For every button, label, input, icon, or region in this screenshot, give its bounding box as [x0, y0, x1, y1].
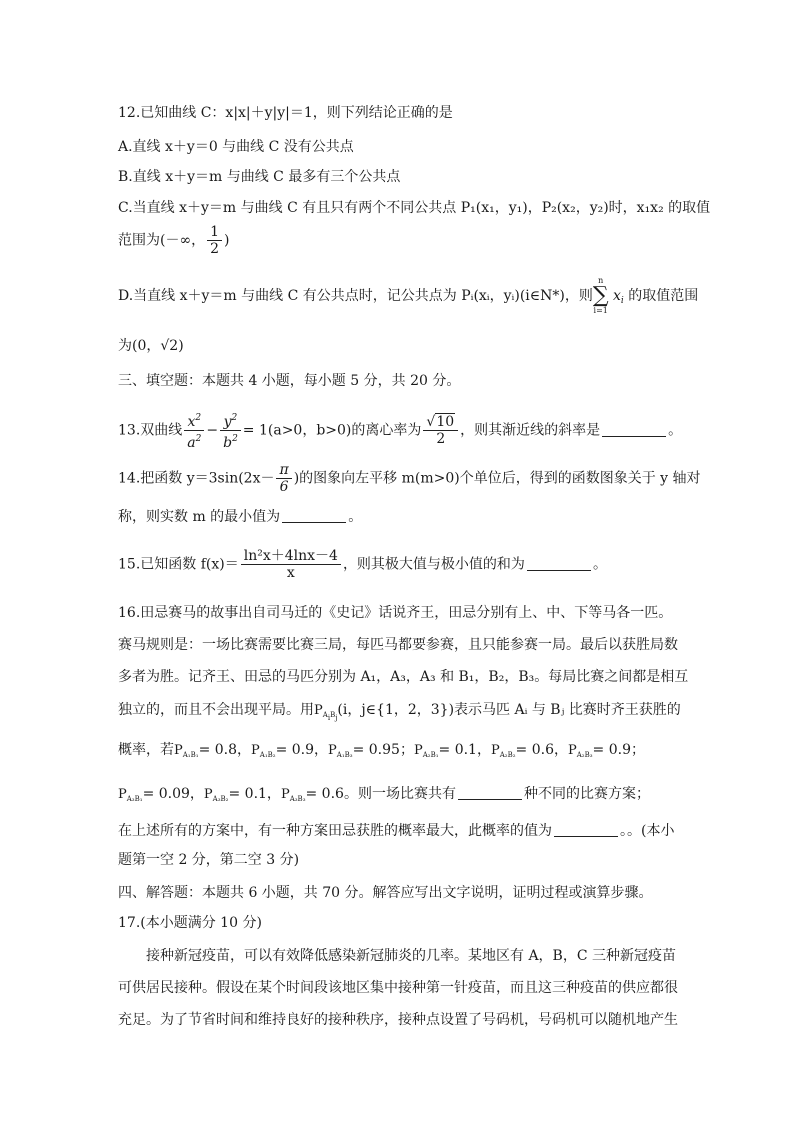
- q12-option-c-range-prefix: 范围为(－∞，: [118, 232, 206, 249]
- q12-stem: 12.已知曲线 C：x|x|＋y|y|＝1，则下列结论正确的是: [118, 105, 453, 121]
- q12-option-d-range-label: 的取值范围: [628, 288, 699, 304]
- q13-question: ，则其渐近线的斜率是: [460, 422, 601, 439]
- sum-upper-limit: n: [598, 276, 604, 285]
- q16-question-1: 则一场比赛共有: [357, 786, 456, 802]
- q12-option-c-range-suffix: ): [224, 232, 230, 249]
- q15-numerator: ln²x＋4lnx－4: [241, 548, 341, 565]
- prob-value: = 0.9，: [275, 742, 329, 758]
- prob-value: = 0.6。: [305, 786, 358, 802]
- section-3-heading: 三、填空题：本题共 4 小题，每小题 5 分，共 20 分。: [118, 373, 461, 389]
- q14-end: 。: [348, 509, 363, 525]
- fraction-numerator: 1: [207, 224, 222, 241]
- q12-option-c-line2: [118, 224, 230, 257]
- pi-over-6-fraction: $\frac{\pi}{6}$: [276, 462, 291, 495]
- q14-statement: )的图象向左平移 m(m>0)个单位后，得到的函数图象关于 y 轴对: [293, 470, 701, 487]
- q16-line5: 概率，若$P_{A_1B_1}= 0.8$，$P_{A_1B_2}= 0.9$，$P_{A_1B_3}= 0.95$；$P_{A_2B_1}= 0.1$，$P_{A_2B_2}= 0.6$，$P_{A_2B_3}= 0.9$；: [118, 742, 645, 759]
- prob-value: = 0.6，: [515, 742, 568, 758]
- q16-line4: 独立的，而且不会出现平局。用$P_{A_iB_j}(i$，j∈{1，2，3})表示马匹 Aᵢ 与 Bⱼ 比赛时齐王获胜的: [118, 702, 681, 722]
- q12-option-d-line1: D.当直线 x＋y＝m 与曲线 C 有公共点时，记公共点为 Pᵢ(xᵢ，yᵢ)(i∈N*)，则 n ∑ i=1 $x_i$ 的取值范围: [118, 276, 699, 315]
- hyperbola-x-term: $\frac{x^2}{a^2}$: [184, 410, 204, 451]
- q16-line3: 多者为胜。记齐王、田忌的马匹分别为 A₁，A₃，A₃ 和 B₁，B₂，B₃。每局比赛之间都是相互: [118, 669, 689, 685]
- q15-function-fraction: [241, 548, 341, 581]
- q15-question: ，则其极大值与极小值的和为: [342, 556, 525, 573]
- q12-option-b: B.直线 x＋y＝m 与曲线 C 最多有三个公共点: [118, 169, 401, 185]
- q17-paragraph-line2: 可供居民接种。假设在某个时间段该地区集中接种第一针疫苗，而且这三种疫苗的供应都很: [118, 980, 678, 996]
- q16-line2: 赛马规则是：一场比赛需要比赛三局，每匹马都要参赛，且只能参赛一局。最后以获胜局数: [118, 637, 678, 653]
- eccentricity-fraction: $\frac{√10}{2}$: [423, 414, 458, 447]
- q16-question-1-end: 种不同的比赛方案；: [523, 786, 650, 802]
- q15-answer-blank[interactable]: [527, 556, 591, 571]
- q15-end: 。: [592, 556, 607, 573]
- prob-value: = 0.95；: [352, 742, 414, 758]
- prob-value: = 0.8，: [198, 742, 252, 758]
- prob-value: = 0.9；: [592, 742, 645, 758]
- q16-line1: 16.田忌赛马的故事出自司马迁的《史记》话说齐王，田忌分别有上、中、下等马各一匹。: [118, 605, 673, 621]
- q13-prefix: 13.双曲线: [118, 422, 183, 439]
- q17-paragraph-line3: 充足。为了节省时间和维持良好的接种秩序，接种点设置了号码机，号码机可以随机地产生: [118, 1012, 678, 1028]
- q12-option-c-fraction: [207, 224, 222, 257]
- q15-function-prefix: 15.已知函数 f(x)＝: [118, 556, 239, 573]
- prob-value: = 0.1，: [438, 742, 491, 758]
- q16-line4-definition: (i，j∈{1，2，3})表示马匹 Aᵢ 与 Bⱼ 比赛时齐王获胜的: [337, 702, 681, 718]
- q14-question: 称，则实数 m 的最小值为: [118, 509, 281, 525]
- q17-paragraph-line1: 接种新冠疫苗，可以有效降低感染新冠肺炎的几率。某地区有 A，B，C 三种新冠疫苗: [146, 948, 677, 964]
- q17-heading: 17.(本小题满分 10 分): [118, 915, 262, 931]
- q14-answer-blank[interactable]: [282, 508, 346, 523]
- q14-function: 14.把函数 y＝3sin(2x－: [118, 470, 275, 487]
- sum-lower-limit: i=1: [593, 306, 608, 315]
- q12-option-c-line1: C.当直线 x＋y＝m 与曲线 C 有且只有两个不同公共点 P₁(x₁，y₁)，P₂(x₂，y₂)时，x₁x₂ 的取值: [118, 200, 711, 216]
- q16-answer-blank-2[interactable]: [554, 822, 618, 837]
- q12-option-d-line2: 为(0，√2): [118, 338, 184, 354]
- q12-option-a: A.直线 x＋y＝0 与曲线 C 没有公共点: [118, 139, 354, 155]
- q16-score-note: 。。(本小: [620, 823, 675, 839]
- q14-line2: [118, 508, 362, 526]
- q16-line6: $P_{A_3B_1}= 0.09$，$P_{A_3B_2}= 0.1$，$P_{A_3B_3}= 0.6$。则一场比赛共有 种不同的比赛方案；: [118, 786, 650, 803]
- q16-line8: 题第一空 2 分，第二空 3 分): [118, 852, 300, 868]
- q13: 13.双曲线 $\frac{x^2}{a^2}$ − $\frac{y^2}{b^2}$ = 1(a>0，b>0)的离心率为 $\frac{√10}{2}$ ，则其渐近线的斜率是 。: [118, 410, 682, 451]
- fraction-denominator: 2: [210, 241, 220, 257]
- q16-line7: [118, 822, 674, 840]
- q13-answer-blank[interactable]: [602, 422, 666, 437]
- prob-value: = 0.1，: [228, 786, 281, 802]
- q15-denominator: x: [286, 565, 295, 581]
- q15: [118, 548, 607, 581]
- q13-condition: (a>0，b>0)的离心率为: [267, 422, 422, 439]
- q16-answer-blank-1[interactable]: [458, 785, 522, 800]
- q16-line4-text: 独立的，而且不会出现平局。用: [118, 702, 314, 718]
- q16-question-2: 在上述所有的方案中，有一种方案田忌获胜的概率最大，此概率的值为: [118, 823, 552, 839]
- q14-line1: [118, 462, 701, 495]
- section-4-heading: 四、解答题：本题共 6 小题，共 70 分。解答应写出文字说明，证明过程或演算步骤。: [118, 885, 653, 901]
- hyperbola-y-term: $\frac{y^2}{b^2}$: [220, 410, 241, 451]
- summation-symbol: n ∑ i=1: [592, 276, 609, 315]
- q13-end: 。: [668, 422, 683, 439]
- q12-option-d-text: D.当直线 x＋y＝m 与曲线 C 有公共点时，记公共点为 Pᵢ(xᵢ，yᵢ)(i∈N*)，则: [118, 288, 593, 304]
- prob-value: = 0.09，: [142, 786, 204, 802]
- q16-line5-prefix: 概率，若: [118, 742, 174, 758]
